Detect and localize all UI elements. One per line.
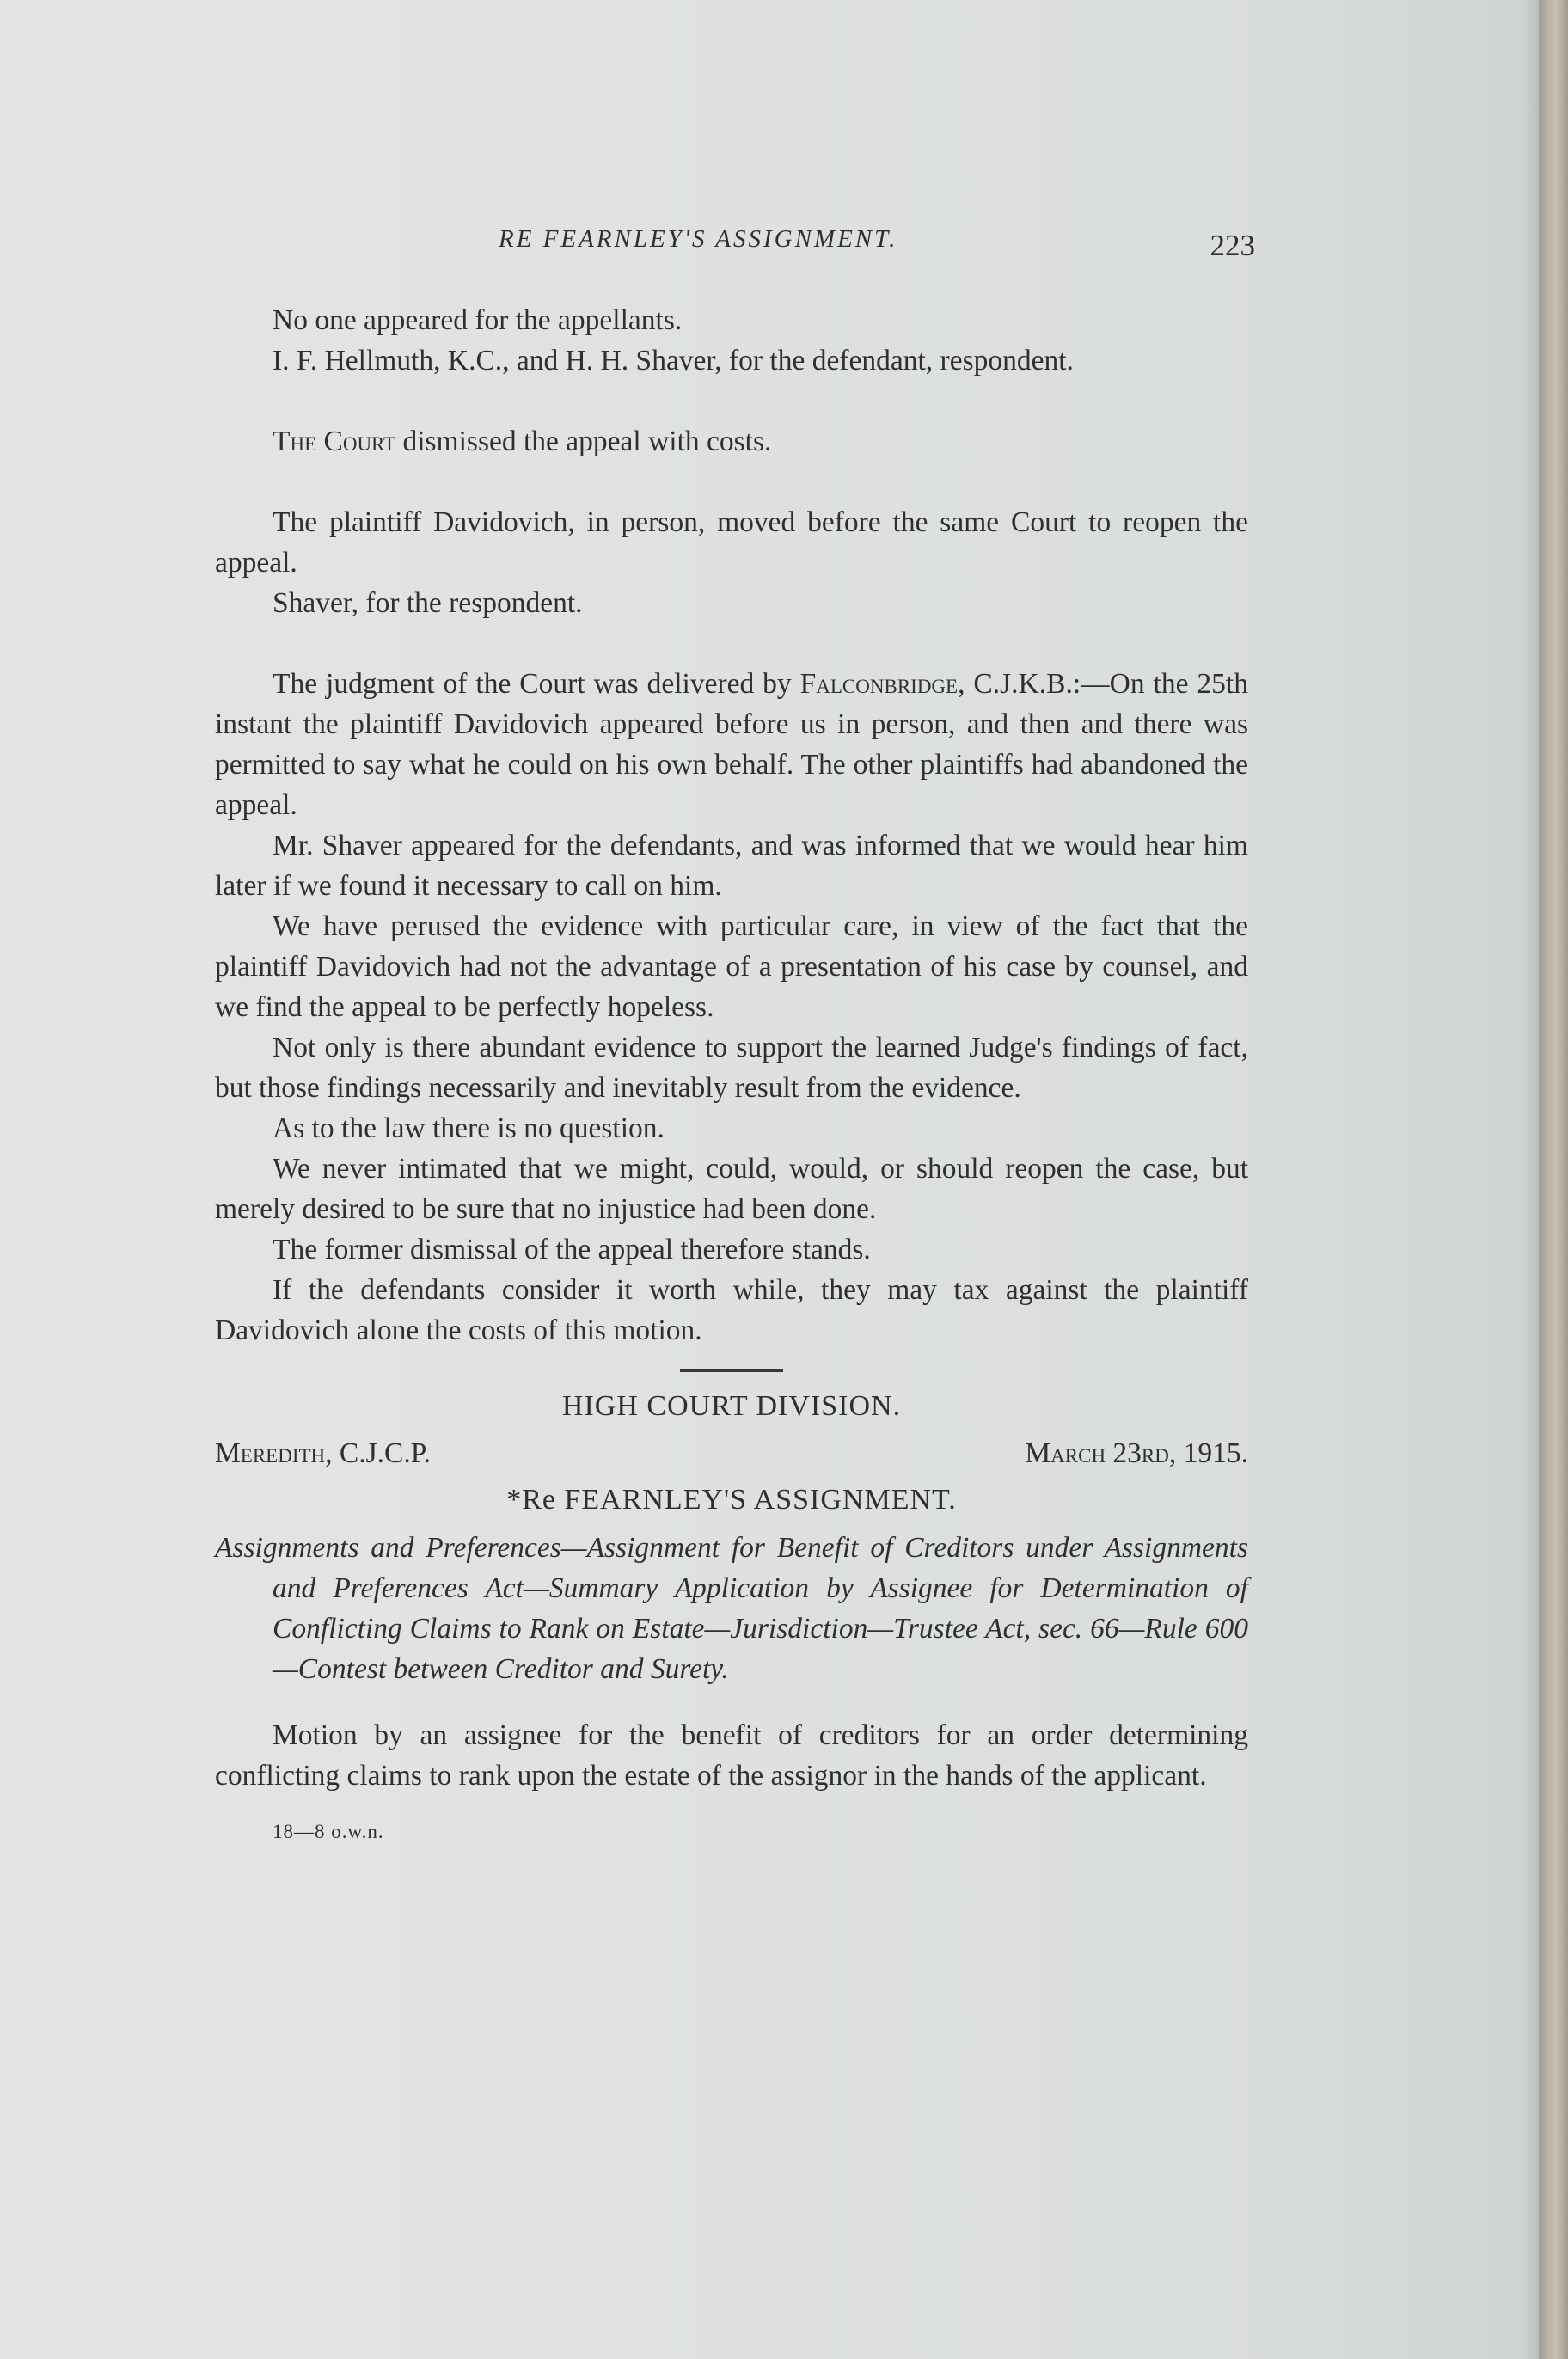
paragraph-law: As to the law there is no question. <box>273 1112 665 1144</box>
page-header <box>215 215 1255 267</box>
decision-date: March 23rd, 1915. <box>1025 1437 1248 1469</box>
judge-date-line <box>215 1431 1248 1476</box>
adjacent-page-edge <box>1539 0 1568 2359</box>
judgment-text: , C.J.K.B.:—On the 25th instant the plaintiff Davidovich appeared before us in person, and then and there was permitted to say what he could on his own behalf. The other plaintiffs had abandoned the appeal. <box>215 668 1248 821</box>
paragraph-respondent-counsel: Shaver, for the respondent. <box>273 587 583 619</box>
paragraph-counsel: I. F. Hellmuth, K.C., and H. H. Shaver, for the defendant, respondent. <box>273 345 1074 377</box>
paragraph-court-dismissal <box>215 421 1248 462</box>
case-title: *Re FEARNLEY'S ASSIGNMENT. <box>506 1484 957 1516</box>
dismissal-text: dismissed the appeal with costs. <box>395 426 772 457</box>
paragraph-costs: If the defendants consider it worth while, they may tax against the plaintiff Davidovich alone the costs of this motion. <box>215 1274 1248 1346</box>
page-body <box>215 300 1248 1852</box>
running-head: RE FEARNLEY'S ASSIGNMENT. <box>499 225 898 253</box>
division-heading: HIGH COURT DIVISION. <box>561 1390 902 1422</box>
headnote: Assignments and Preferences—Assignment for Benefit of Creditors under Assignments and Preferences Act—Summary Application by Assignee for Determination of Conflicting Claims to Rank on Estate—Jurisdiction—Trustee Act, sec. 66—Rule 600—Contest between Creditor and Surety. <box>215 1532 1248 1685</box>
the-court-small-caps: The Court <box>273 426 396 457</box>
paragraph-findings: Not only is there abundant evidence to support the learned Judge's findings of fact, but those findings necessarily and inevitably result from the evidence. <box>215 1032 1248 1104</box>
judge-name: Meredith, C.J.C.P. <box>215 1437 432 1469</box>
paragraph-reopen: We never intimated that we might, could, would, or should reopen the case, but merely desired to be sure that no injustice had been done. <box>215 1153 1248 1225</box>
paragraph-shaver: Mr. Shaver appeared for the defendants, and was informed that we would hear him later if we found it necessary to call on him. <box>215 830 1248 902</box>
page-number: 223 <box>1210 229 1255 262</box>
page-gutter-shadow <box>1522 0 1539 2359</box>
paragraph-dismissal-stands: The former dismissal of the appeal therefore stands. <box>273 1234 871 1265</box>
paragraph-motion-reopen: The plaintiff Davidovich, in person, moved before the same Court to reopen the appeal. <box>215 506 1248 579</box>
printer-signature-mark: 18—8 o.w.n. <box>273 1821 384 1842</box>
paragraph-judgment <box>215 664 1248 825</box>
paragraph-motion: Motion by an assignee for the benefit of creditors for an order determining conflicting claims to rank upon the estate of the assignor in the hands of the applicant. <box>215 1719 1248 1792</box>
judge-name-small-caps: Falconbridge <box>799 668 959 700</box>
section-divider-rule <box>680 1369 783 1372</box>
paragraph-no-appearance: No one appeared for the appellants. <box>273 304 683 336</box>
paragraph-evidence: We have perused the evidence with particular care, in view of the fact that the plaintiff Davidovich had not the advantage of a presentation of his case by counsel, and we find the appeal to be perfectly hopeless. <box>215 910 1248 1023</box>
judgment-intro: The judgment of the Court was delivered by <box>273 668 800 700</box>
